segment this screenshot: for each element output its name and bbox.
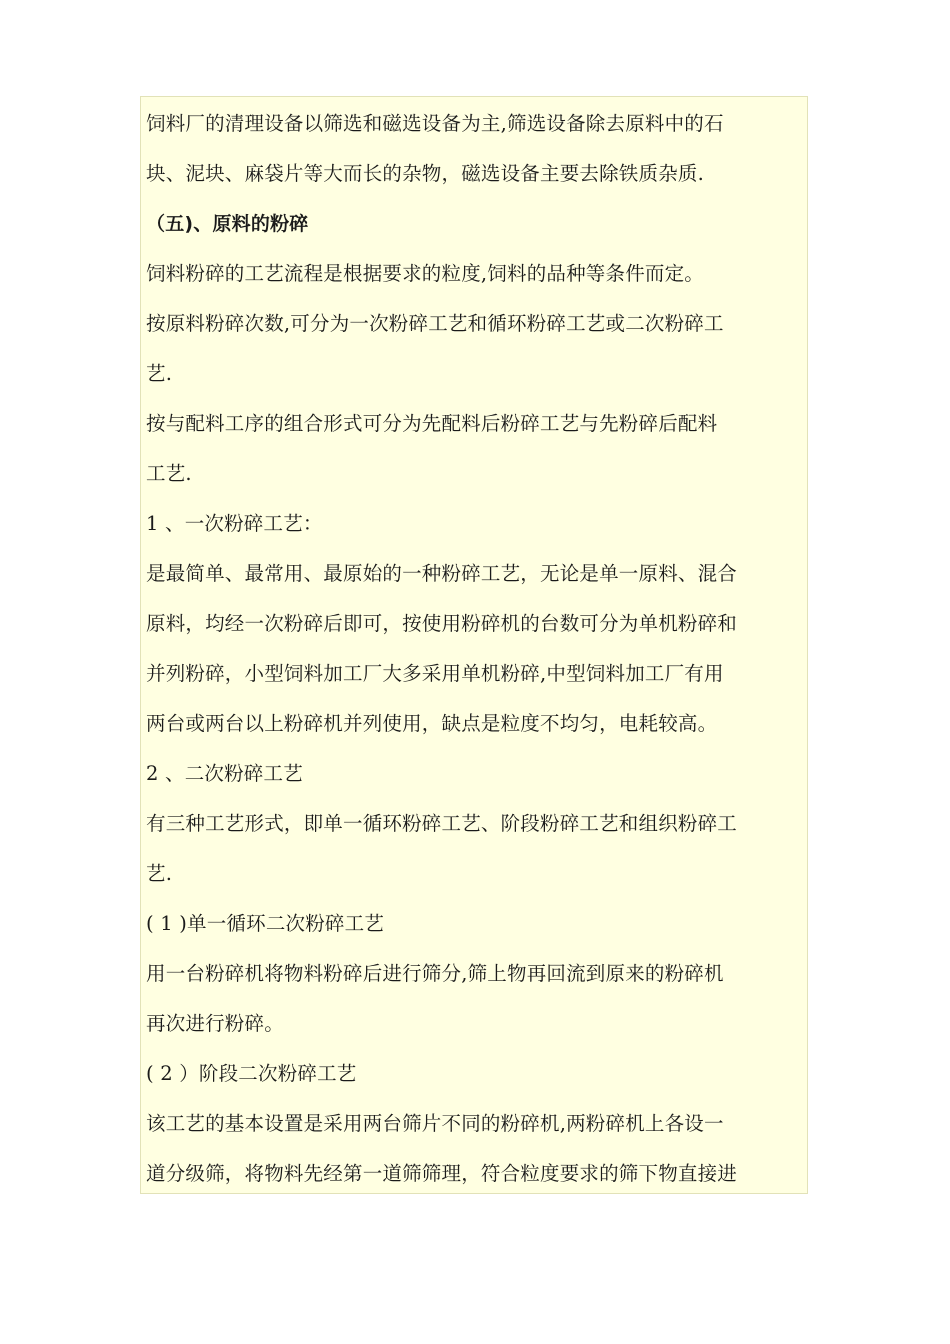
section-heading: （五)、原料的粉碎 — [146, 213, 309, 235]
paragraph-line: 原料，均经一次粉碎后即可，按使用粉碎机的台数可分为单机粉碎和 — [146, 612, 738, 635]
subsection-heading: ( 1 )单一循环二次粉碎工艺 — [146, 912, 385, 935]
paragraph-line: 两台或两台以上粉碎机并列使用，缺点是粒度不均匀，电耗较高。 — [146, 712, 718, 735]
paragraph-line: 用一台粉碎机将物料粉碎后进行筛分,筛上物再回流到原来的粉碎机 — [146, 962, 724, 985]
paragraph-line: 艺. — [146, 862, 173, 885]
subsection-heading: ( 2 ）阶段二次粉碎工艺 — [146, 1062, 357, 1085]
paragraph-line: 有三种工艺形式，即单一循环粉碎工艺、阶段粉碎工艺和组织粉碎工 — [146, 812, 738, 835]
paragraph-line: 块、泥块、麻袋片等大而长的杂物，磁选设备主要去除铁质杂质. — [146, 162, 704, 185]
paragraph-line: 道分级筛，将物料先经第一道筛筛理，符合粒度要求的筛下物直接进 — [146, 1162, 738, 1185]
paragraph-line: 艺. — [146, 362, 173, 385]
paragraph-line: 工艺. — [146, 462, 192, 485]
paragraph-line: 该工艺的基本设置是采用两台筛片不同的粉碎机,两粉碎机上各设一 — [146, 1112, 724, 1135]
paragraph-line: 并列粉碎，小型饲料加工厂大多采用单机粉碎,中型饲料加工厂有用 — [146, 662, 724, 685]
paragraph-line: 饲料粉碎的工艺流程是根据要求的粒度,饲料的品种等条件而定。 — [146, 262, 704, 285]
paragraph-line: 是最简单、最常用、最原始的一种粉碎工艺，无论是单一原料、混合 — [146, 562, 738, 585]
paragraph-line: 按原料粉碎次数,可分为一次粉碎工艺和循环粉碎工艺或二次粉碎工 — [146, 312, 724, 335]
document-body — [146, 99, 808, 1194]
subsection-heading: 2 、二次粉碎工艺 — [146, 762, 303, 785]
document-page — [140, 96, 808, 1194]
paragraph-line: 再次进行粉碎。 — [146, 1012, 284, 1035]
paragraph-line: 按与配料工序的组合形式可分为先配料后粉碎工艺与先粉碎后配料 — [146, 412, 718, 435]
paragraph-line: 饲料厂的清理设备以筛选和磁选设备为主,筛选设备除去原料中的石 — [146, 112, 724, 135]
subsection-heading: 1 、一次粉碎工艺： — [146, 512, 323, 535]
